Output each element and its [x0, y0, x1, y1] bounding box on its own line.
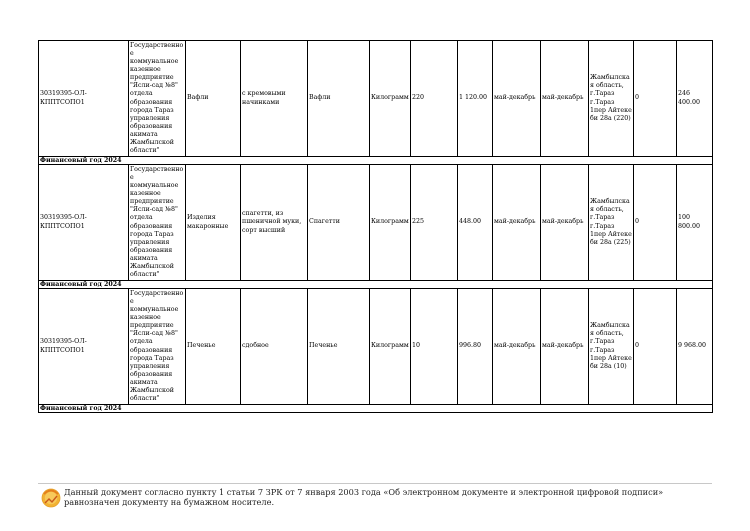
plan-code: 30319395-ОЛ-КППТСОПО1 — [39, 41, 129, 157]
item-name: Печенье — [186, 289, 241, 405]
advance: 0 — [634, 165, 677, 281]
quantity: 220 — [411, 41, 458, 157]
plan-code: 30319395-ОЛ-КППТСОПО1 — [39, 289, 129, 405]
item-additional: Печенье — [308, 289, 370, 405]
table-row — [39, 289, 713, 405]
period-end: май-декабрь — [541, 41, 589, 157]
price: 996.80 — [458, 289, 493, 405]
egov-seal-icon — [40, 486, 62, 508]
unit: Килограмм — [370, 41, 411, 157]
unit: Килограмм — [370, 289, 411, 405]
item-name: Изделия макаронные — [186, 165, 241, 281]
delivery-place: Жамбылская область, г.Тараз г.Тараз 1пер Айтеке би 28а (225) — [589, 165, 634, 281]
total-sum: 100 800.00 — [677, 165, 713, 281]
price: 1 120.00 — [458, 41, 493, 157]
table-row — [39, 165, 713, 281]
footer — [40, 486, 712, 512]
fiscal-year-label: Финансовый год 2024 — [39, 405, 713, 413]
fiscal-year-label: Финансовый год 2024 — [39, 157, 713, 165]
item-additional: Вафли — [308, 41, 370, 157]
period-start: май-декабрь — [493, 289, 541, 405]
legal-notice: Данный документ согласно пункту 1 статьи 7 ЗРК от 7 января 2003 года «Об электронном документе и электронной цифровой подписи» равнозначен документу на бумажном носителе. — [64, 487, 664, 508]
item-characteristic: с кремовыми начинками — [241, 41, 308, 157]
fiscal-year-row — [39, 405, 713, 413]
item-name: Вафли — [186, 41, 241, 157]
table-row — [39, 41, 713, 157]
advance: 0 — [634, 289, 677, 405]
unit: Килограмм — [370, 165, 411, 281]
organization-name: Государственное коммунальное казенное предприятие "Ясли-сад №8" отдела образования города Тараз управления образования акимата Жамбылской области" — [129, 289, 186, 405]
price: 448.00 — [458, 165, 493, 281]
footer-divider — [38, 483, 712, 484]
quantity: 10 — [411, 289, 458, 405]
quantity: 225 — [411, 165, 458, 281]
total-sum: 246 400.00 — [677, 41, 713, 157]
fiscal-year-row — [39, 157, 713, 165]
organization-name: Государственное коммунальное казенное предприятие "Ясли-сад №8" отдела образования города Тараз управления образования акимата Жамбылской области" — [129, 165, 186, 281]
plan-code: 30319395-ОЛ-КППТСОПО1 — [39, 165, 129, 281]
period-start: май-декабрь — [493, 165, 541, 281]
total-sum: 9 968.00 — [677, 289, 713, 405]
advance: 0 — [634, 41, 677, 157]
procurement-table — [38, 40, 713, 413]
delivery-place: Жамбылская область, г.Тараз г.Тараз 1пер Айтеке би 28а (220) — [589, 41, 634, 157]
period-end: май-декабрь — [541, 165, 589, 281]
period-end: май-декабрь — [541, 289, 589, 405]
fiscal-year-label: Финансовый год 2024 — [39, 281, 713, 289]
organization-name: Государственное коммунальное казенное предприятие "Ясли-сад №8" отдела образования города Тараз управления образования акимата Жамбылской области" — [129, 41, 186, 157]
period-start: май-декабрь — [493, 41, 541, 157]
fiscal-year-row — [39, 281, 713, 289]
delivery-place: Жамбылская область, г.Тараз г.Тараз 1пер Айтеке би 28а (10) — [589, 289, 634, 405]
item-additional: Спагетти — [308, 165, 370, 281]
item-characteristic: спагетти, из пшеничной муки, сорт высший — [241, 165, 308, 281]
item-characteristic: сдобное — [241, 289, 308, 405]
